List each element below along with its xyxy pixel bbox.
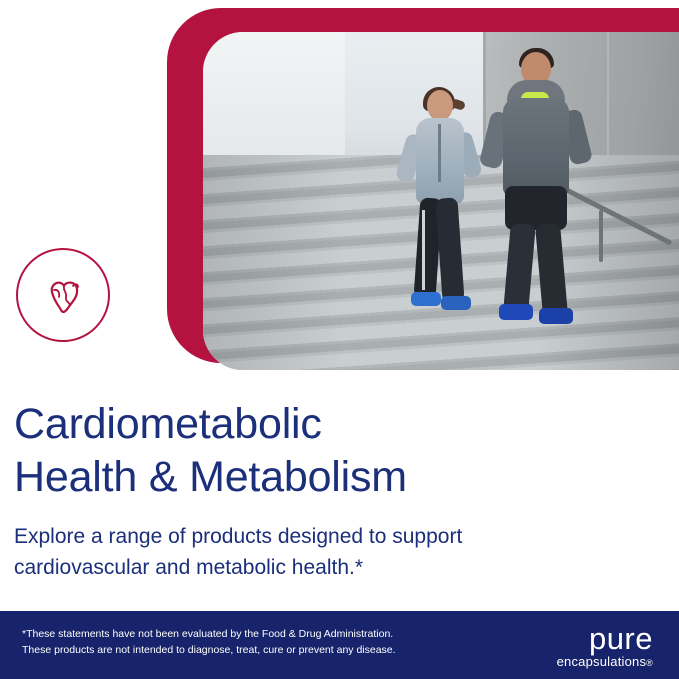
brand-logo [473,623,653,669]
runner-shoe-left [499,304,533,320]
page-subcopy-line1: Explore a range of products designed to support [14,525,463,548]
footer-disclaimer [22,626,452,658]
registered-mark-icon: ® [646,658,653,668]
footer-disclaimer-line1: *These statements have not been evaluated by the Food & Drug Administration. [22,628,394,640]
heart-icon [42,274,88,320]
runner-shoe-right [539,308,573,324]
heart-badge [16,248,110,342]
brand-logo-name: pure [588,621,653,656]
runner-torso [503,98,569,196]
page-title [14,398,664,504]
runner-head [427,90,453,121]
brand-logo-tagline-text: encapsulations [556,654,647,669]
page-subcopy [14,521,624,583]
runner-shoe-right [441,296,471,310]
hero-photo [203,32,679,370]
male-runner [481,52,601,362]
runner-legging-stripe [422,210,425,290]
page-title-line2: Health & Metabolism [14,453,407,501]
brand-logo-tagline [473,654,653,669]
footer-disclaimer-line2: These products are not intended to diagnose, treat, cure or prevent any disease. [22,644,396,656]
page-title-line1: Cardiometabolic [14,400,322,448]
footer-bar [0,611,679,679]
runner-jacket-zip [438,124,441,182]
runner-leg-left [503,223,536,313]
runner-leg-right [535,223,568,317]
runner-leg-right [435,197,464,302]
runner-shoe-left [411,292,441,306]
page-subcopy-line2: cardiovascular and metabolic health.* [14,556,364,579]
